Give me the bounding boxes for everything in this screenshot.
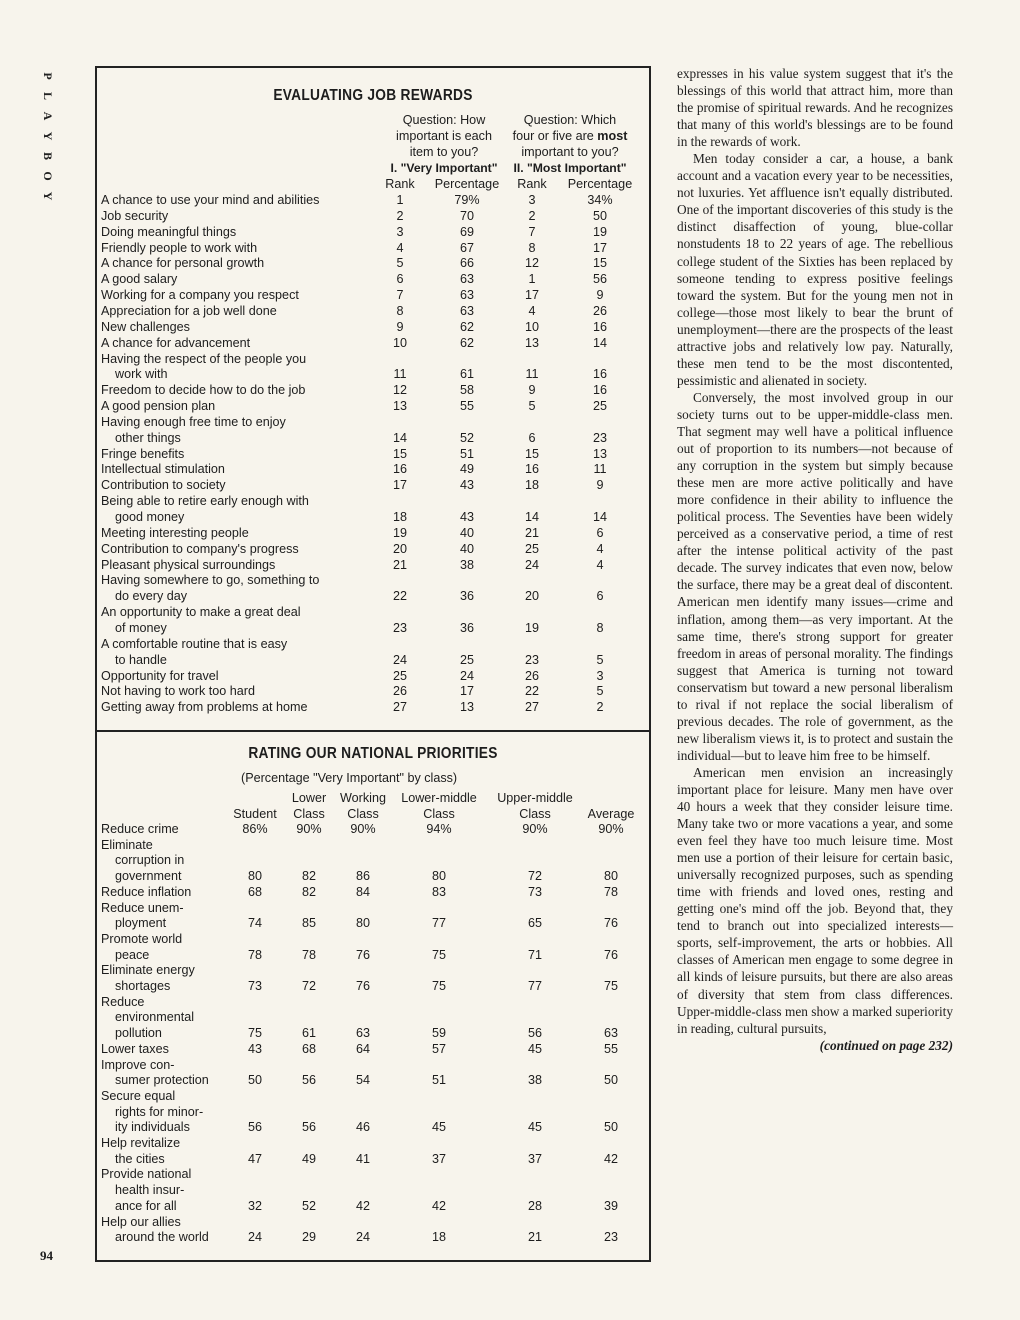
priority-value: 41 — [355, 1151, 370, 1166]
job-reward-value: 5 — [396, 256, 404, 271]
priority-label: Help revitalize — [101, 1136, 181, 1150]
priority-value: 82 — [301, 869, 316, 884]
job-rewards-title: EVALUATING JOB REWARDS — [273, 87, 473, 104]
job-reward-value: 36 — [459, 620, 474, 635]
job-reward-value: 13 — [592, 446, 607, 461]
job-reward-label: Appreciation for a job well done — [101, 303, 277, 318]
job-reward-value: 4 — [396, 240, 404, 255]
priority-value: 64 — [355, 1041, 370, 1056]
job-reward-value: 5 — [528, 399, 536, 414]
article-paragraph: Conversely, the most involved group in our society turns out to be upper-middle-class men. That segment may well have a political influence out of proportion to its numbers—not because of any corruption in the system but simply because these men are more active politically and have more confidence in their ability to influence the political process. The Seventies have been widely perceived as a conservative period, a time of rest after the intense political activity of the past decade. The survey indicates that even now, below the surface, there may be a great deal of discontent. American men identify many issues—crime and inflation, among them—as very important. At the same time, there's strong support for greater freedom in areas of personal morality. The findings suggest that America is turning not toward conservatism but toward a new personal liberalism to rival if not replace the social liberalism of previous decades. The role of government, as the new liberalism views it, is to protect and sustain the individual—but to leave him free to be himself. — [677, 389, 953, 763]
job-reward-value: 61 — [459, 367, 474, 382]
question-one-text: Question: How important is each item to you? — [396, 113, 492, 159]
article-column — [677, 65, 953, 1054]
priority-label: government — [115, 869, 182, 884]
column-header: Percentage — [567, 177, 633, 191]
job-reward-value: 3 — [528, 193, 536, 207]
job-reward-value: 19 — [524, 620, 539, 635]
priority-label: pollution — [115, 1026, 162, 1041]
column-header: Class — [423, 807, 455, 821]
priority-value: 78 — [301, 947, 316, 962]
priority-value: 84 — [355, 884, 370, 899]
job-reward-value: 11 — [525, 367, 539, 382]
job-reward-value: 13 — [524, 335, 539, 350]
job-reward-value: 58 — [459, 383, 474, 398]
job-reward-label: Doing meaningful things — [101, 224, 237, 239]
job-reward-label: Being able to retire early enough with — [101, 494, 309, 509]
job-reward-value: 15 — [392, 446, 407, 461]
job-reward-value: 2 — [596, 700, 604, 715]
job-reward-value: 3 — [396, 224, 404, 239]
question-two-line-b — [503, 128, 637, 144]
article-paragraph: expresses in his value system suggest that it's the blessings of this world that attract him, more than the promise of spiritual rewards. And he recognizes that many of this world's blessings are to be found in the rewards of work. — [677, 66, 953, 150]
job-reward-value: 27 — [392, 700, 407, 715]
priority-value: 90% — [522, 822, 548, 836]
priority-label: environmental — [115, 1010, 195, 1025]
priority-value: 39 — [603, 1198, 618, 1213]
job-reward-value: 11 — [593, 462, 607, 477]
priority-value: 28 — [527, 1198, 542, 1213]
priority-value: 77 — [527, 979, 542, 993]
job-reward-label: Opportunity for travel — [101, 668, 219, 683]
job-reward-value: 12 — [524, 256, 539, 271]
job-reward-label: Fringe benefits — [101, 446, 185, 461]
logo-letter: A — [41, 111, 55, 121]
job-reward-value: 40 — [459, 525, 474, 540]
job-reward-value: 23 — [592, 430, 607, 445]
job-reward-value: 34% — [587, 193, 613, 207]
job-reward-value: 26 — [592, 303, 607, 318]
job-reward-label: work with — [115, 367, 168, 382]
priority-value: 42 — [603, 1151, 618, 1166]
priority-label: Help our allies — [101, 1214, 181, 1229]
column-header: Class — [347, 807, 379, 821]
priority-value: 63 — [355, 1026, 370, 1041]
column-header: Average — [587, 807, 635, 821]
priority-label: Reduce crime — [101, 822, 179, 836]
priority-label: the cities — [115, 1151, 165, 1166]
priority-value: 72 — [527, 869, 542, 884]
priority-value: 29 — [301, 1230, 316, 1245]
priority-value: 90% — [296, 822, 322, 836]
column-header: Percentage — [434, 177, 500, 191]
priority-value: 80 — [355, 916, 370, 931]
priority-value: 59 — [431, 1026, 446, 1041]
job-reward-label: Freedom to decide how to do the job — [101, 383, 306, 398]
priority-value: 56 — [247, 1120, 262, 1135]
job-reward-value: 62 — [459, 319, 474, 334]
priority-label: Improve con- — [101, 1057, 175, 1072]
priority-value: 24 — [355, 1230, 370, 1245]
priority-value: 56 — [301, 1120, 316, 1135]
job-reward-value: 5 — [596, 652, 604, 667]
priority-label: corruption in — [115, 853, 185, 868]
column-header: Student — [233, 807, 277, 821]
job-reward-value: 6 — [528, 430, 536, 445]
priority-value: 72 — [301, 979, 316, 993]
job-reward-label: Having somewhere to go, something to — [101, 573, 320, 588]
job-reward-value: 1 — [396, 193, 404, 207]
priority-value: 56 — [527, 1026, 542, 1041]
job-reward-value: 24 — [392, 652, 407, 667]
job-reward-value: 16 — [392, 462, 407, 477]
continued-note: (continued on page 232) — [819, 1037, 953, 1053]
job-reward-label: to handle — [115, 652, 167, 667]
priority-value: 75 — [431, 979, 446, 993]
priority-value: 76 — [355, 979, 370, 993]
priority-value: 73 — [527, 884, 542, 899]
job-reward-label: A chance for advancement — [101, 335, 251, 350]
priority-value: 75 — [247, 1026, 262, 1041]
priority-value: 77 — [431, 916, 446, 931]
priority-value: 57 — [431, 1041, 446, 1056]
priority-label: ance for all — [115, 1198, 177, 1213]
job-reward-label: A chance to use your mind and abilities — [101, 193, 320, 207]
column-header: Class — [293, 807, 325, 821]
job-reward-value: 79% — [454, 193, 480, 207]
job-reward-label: Contribution to society — [101, 478, 226, 493]
priority-value: 55 — [603, 1041, 618, 1056]
job-reward-value: 24 — [524, 557, 539, 572]
priority-value: 45 — [431, 1120, 446, 1135]
priority-label: Provide national — [101, 1167, 192, 1182]
job-reward-value: 11 — [393, 367, 407, 382]
logo-letter: P — [41, 72, 55, 80]
priority-value: 54 — [355, 1073, 370, 1088]
priority-value: 61 — [301, 1026, 316, 1041]
priority-label: sumer protection — [115, 1073, 209, 1088]
priority-value: 43 — [247, 1041, 262, 1056]
priority-label: rights for minor- — [115, 1104, 204, 1119]
priority-value: 75 — [431, 947, 446, 962]
job-reward-value: 4 — [596, 557, 604, 572]
priority-value: 68 — [247, 884, 262, 899]
priority-label: Eliminate energy — [101, 963, 195, 978]
job-reward-value: 14 — [592, 510, 607, 524]
job-reward-value: 14 — [592, 335, 607, 350]
job-reward-value: 21 — [524, 525, 539, 540]
priority-value: 50 — [247, 1073, 262, 1088]
job-reward-value: 2 — [396, 208, 404, 223]
job-reward-value: 70 — [459, 208, 474, 223]
job-reward-value: 36 — [459, 589, 474, 604]
job-reward-value: 43 — [459, 510, 474, 524]
job-reward-value: 23 — [392, 620, 407, 635]
question-two-line-a: Question: Which — [523, 113, 617, 127]
priority-value: 82 — [301, 884, 316, 899]
question-one — [369, 112, 519, 160]
job-reward-value: 26 — [392, 684, 407, 699]
job-reward-value: 63 — [459, 288, 474, 303]
question-two-line-b-text: four or five are — [512, 129, 594, 143]
priority-value: 94% — [426, 822, 452, 836]
priority-value: 21 — [527, 1230, 542, 1245]
job-reward-label: Intellectual stimulation — [101, 462, 225, 477]
job-reward-label: A comfortable routine that is easy — [101, 636, 288, 651]
job-reward-value: 26 — [524, 668, 539, 683]
priority-value: 32 — [247, 1198, 262, 1213]
job-rewards-table — [95, 66, 651, 732]
job-reward-label: Job security — [101, 208, 169, 223]
magazine-logo — [40, 66, 56, 206]
priority-value: 50 — [603, 1120, 618, 1135]
question-two — [503, 112, 637, 160]
job-reward-value: 13 — [392, 399, 407, 414]
job-reward-label: Having the respect of the people you — [101, 351, 307, 366]
priority-value: 90% — [598, 822, 624, 836]
job-reward-value: 9 — [528, 383, 536, 398]
national-priorities-table — [95, 730, 651, 1262]
job-reward-value: 38 — [459, 557, 474, 572]
job-reward-value: 15 — [592, 256, 607, 271]
job-reward-value: 51 — [459, 446, 474, 461]
job-reward-label: A good salary — [101, 272, 178, 287]
job-reward-value: 7 — [528, 224, 536, 239]
job-reward-value: 25 — [524, 541, 539, 556]
logo-letter: Y — [41, 191, 55, 201]
priority-value: 37 — [527, 1151, 542, 1166]
priority-value: 90% — [350, 822, 376, 836]
priority-label: ployment — [115, 916, 167, 931]
job-reward-value: 9 — [596, 288, 604, 303]
priority-value: 80 — [603, 869, 618, 884]
priority-value: 73 — [247, 979, 262, 993]
priority-value: 76 — [603, 947, 618, 962]
job-reward-label: Contribution to company's progress — [101, 541, 299, 556]
job-reward-value: 25 — [592, 399, 607, 414]
priority-value: 45 — [527, 1041, 542, 1056]
job-reward-value: 6 — [596, 525, 604, 540]
column-header: Lower-middle — [401, 791, 477, 805]
job-reward-label: Working for a company you respect — [101, 288, 299, 303]
national-priorities-subtitle: (Percentage "Very Important" by class) — [241, 771, 458, 785]
priority-value: 86 — [355, 869, 370, 884]
job-reward-value: 52 — [459, 430, 474, 445]
job-reward-value: 19 — [392, 525, 407, 540]
job-reward-value: 69 — [459, 224, 474, 239]
job-reward-value: 21 — [392, 557, 407, 572]
job-reward-label: do every day — [115, 589, 188, 604]
job-reward-value: 17 — [459, 684, 474, 699]
job-reward-value: 22 — [524, 684, 539, 699]
job-reward-value: 18 — [524, 478, 539, 493]
priority-value: 63 — [603, 1026, 618, 1041]
job-reward-value: 17 — [392, 478, 407, 493]
priority-value: 83 — [431, 884, 446, 899]
job-reward-label: Pleasant physical surroundings — [101, 557, 276, 572]
priority-value: 37 — [431, 1151, 446, 1166]
job-reward-value: 1 — [528, 272, 536, 287]
job-reward-value: 49 — [459, 462, 474, 477]
priority-value: 45 — [527, 1120, 542, 1135]
job-reward-label: Not having to work too hard — [101, 684, 256, 699]
priority-value: 80 — [247, 869, 262, 884]
job-reward-value: 4 — [596, 541, 604, 556]
priority-value: 76 — [355, 947, 370, 962]
job-reward-value: 56 — [592, 272, 607, 287]
column-header: Class — [519, 807, 551, 821]
priority-value: 42 — [355, 1198, 370, 1213]
priority-value: 56 — [301, 1073, 316, 1088]
job-reward-value: 15 — [524, 446, 539, 461]
priority-value: 74 — [247, 916, 262, 931]
priority-label: Reduce — [101, 994, 145, 1009]
job-reward-value: 2 — [528, 208, 536, 223]
job-reward-value: 9 — [596, 478, 604, 493]
priority-label: peace — [115, 947, 150, 962]
priority-value: 78 — [603, 884, 618, 899]
job-reward-value: 20 — [392, 541, 407, 556]
priority-value: 76 — [603, 916, 618, 931]
priority-label: health insur- — [115, 1183, 185, 1198]
job-reward-value: 8 — [528, 240, 536, 255]
job-reward-label: good money — [115, 510, 185, 524]
logo-letter: L — [41, 91, 55, 100]
job-reward-value: 6 — [596, 589, 604, 604]
job-reward-value: 16 — [592, 367, 607, 382]
logo-letter: B — [41, 151, 55, 160]
job-reward-value: 5 — [596, 684, 604, 699]
priority-label: shortages — [115, 979, 171, 993]
article-paragraph: American men envision an increasingly important place for leisure. Many men have over 40 hours a week that they consider leisure time. Many take two or more vacations a year, and some even feel they have too much leisure time. Most men use a portion of their leisure for certain basic, universally recognized purposes, such as spending time with friends and loved ones, resting and getting one's mind off the job. Beyond that, they tend to branch out into specialized interests—sports, self-improvement, the arts or hobbies. All classes of American men engage to some degree in all kinds of leisure pursuits, but there are also areas of diversity that stem from class differences. Upper-middle-class men show a marked superiority in reading, cultural pursuits, — [677, 764, 953, 1036]
job-reward-value: 63 — [459, 303, 474, 318]
priority-label: Lower taxes — [101, 1041, 169, 1056]
priority-label: Secure equal — [101, 1088, 176, 1103]
job-reward-label: Friendly people to work with — [101, 240, 258, 255]
priority-value: 46 — [355, 1120, 370, 1135]
priority-value: 86% — [242, 822, 268, 836]
job-reward-label: A chance for personal growth — [101, 256, 265, 271]
job-reward-label: Getting away from problems at home — [101, 700, 308, 715]
question-two-emphasis: most — [597, 129, 628, 143]
job-reward-value: 22 — [392, 589, 407, 604]
job-reward-value: 63 — [459, 272, 474, 287]
job-reward-label: Having enough free time to enjoy — [101, 414, 286, 429]
priority-value: 71 — [527, 947, 542, 962]
job-reward-value: 17 — [524, 288, 539, 303]
question-two-line-c: important to you? — [521, 145, 619, 159]
job-reward-value: 16 — [524, 462, 539, 477]
priority-label: ity individuals — [115, 1120, 190, 1135]
priority-value: 23 — [603, 1230, 618, 1245]
question-one-label: I. "Very Important" — [390, 161, 498, 175]
priority-value: 38 — [527, 1073, 542, 1088]
job-reward-value: 3 — [596, 668, 604, 683]
job-reward-value: 8 — [396, 303, 404, 318]
priority-value: 51 — [431, 1073, 446, 1088]
job-reward-value: 14 — [524, 510, 539, 524]
priority-value: 49 — [301, 1151, 316, 1166]
priority-label: Reduce unem- — [101, 900, 184, 915]
priority-value: 47 — [247, 1151, 262, 1166]
priority-value: 24 — [247, 1230, 262, 1245]
priority-value: 75 — [603, 979, 618, 993]
column-header: Upper-middle — [497, 791, 573, 805]
job-reward-value: 25 — [459, 652, 474, 667]
job-reward-value: 19 — [592, 224, 607, 239]
job-reward-value: 10 — [392, 335, 407, 350]
priority-value: 78 — [247, 947, 262, 962]
job-reward-value: 27 — [524, 700, 539, 715]
job-reward-value: 12 — [392, 383, 407, 398]
job-reward-value: 23 — [524, 652, 539, 667]
column-header: Working — [340, 791, 386, 805]
job-reward-value: 13 — [459, 700, 474, 715]
priority-label: around the world — [115, 1230, 209, 1245]
priority-value: 85 — [301, 916, 316, 931]
job-reward-value: 67 — [459, 240, 474, 255]
job-reward-value: 24 — [459, 668, 474, 683]
priority-value: 42 — [431, 1198, 446, 1213]
question-two-label: II. "Most Important" — [513, 161, 627, 175]
job-reward-value: 14 — [392, 430, 407, 445]
job-reward-value: 7 — [396, 288, 404, 303]
job-reward-label: of money — [115, 620, 167, 635]
job-reward-value: 17 — [592, 240, 607, 255]
job-reward-value: 62 — [459, 335, 474, 350]
priority-label: Reduce inflation — [101, 884, 192, 899]
priority-value: 18 — [431, 1230, 446, 1245]
column-header: Lower — [291, 791, 327, 805]
job-reward-value: 16 — [592, 383, 607, 398]
job-reward-value: 40 — [459, 541, 474, 556]
job-reward-value: 6 — [396, 272, 404, 287]
priority-value: 50 — [603, 1073, 618, 1088]
article-paragraph: Men today consider a car, a house, a bank account and a vacation every year to be necessities, not luxuries. Yet affluence isn't equally distributed. One of the important discoveries of this study is the distinct disaffection of young, blue-collar nonstudents 18 to 22 years of age. The rebellious college student of the Sixties has been replaced by someone tending to express positive feelings toward the system. But for the young men not in college—those most likely to bear the brunt of unemployment—there are the prospects of the least attractive jobs and relatively low pay. Naturally, these men tend to be the most discontented, pessimistic and alienated in society. — [677, 151, 953, 388]
job-reward-label: New challenges — [101, 319, 190, 334]
column-header: Rank — [517, 177, 547, 191]
logo-letter: O — [41, 171, 55, 181]
job-reward-value: 18 — [392, 510, 407, 524]
job-reward-value: 20 — [524, 589, 539, 604]
priority-value: 80 — [431, 869, 446, 884]
page-number: 94 — [40, 1248, 53, 1263]
priority-value: 52 — [301, 1198, 316, 1213]
job-reward-value: 8 — [596, 620, 604, 635]
job-reward-value: 50 — [592, 208, 607, 223]
job-reward-label: Meeting interesting people — [101, 525, 249, 540]
priority-value: 68 — [301, 1041, 316, 1056]
job-reward-value: 25 — [392, 668, 407, 683]
column-header: Rank — [385, 177, 415, 191]
priority-label: Promote world — [101, 931, 183, 946]
job-reward-value: 9 — [396, 319, 404, 334]
job-reward-value: 16 — [592, 319, 607, 334]
national-priorities-title: RATING OUR NATIONAL PRIORITIES — [248, 745, 498, 762]
priority-label: Eliminate — [101, 837, 153, 852]
priority-value: 65 — [527, 916, 542, 931]
logo-letter: Y — [41, 131, 55, 141]
job-reward-value: 10 — [524, 319, 539, 334]
job-reward-label: An opportunity to make a great deal — [101, 605, 301, 620]
job-reward-value: 43 — [459, 478, 474, 493]
job-reward-label: A good pension plan — [101, 399, 216, 414]
job-reward-value: 55 — [459, 399, 474, 414]
job-reward-value: 4 — [528, 303, 536, 318]
job-reward-value: 66 — [459, 256, 474, 271]
job-reward-label: other things — [115, 430, 181, 445]
